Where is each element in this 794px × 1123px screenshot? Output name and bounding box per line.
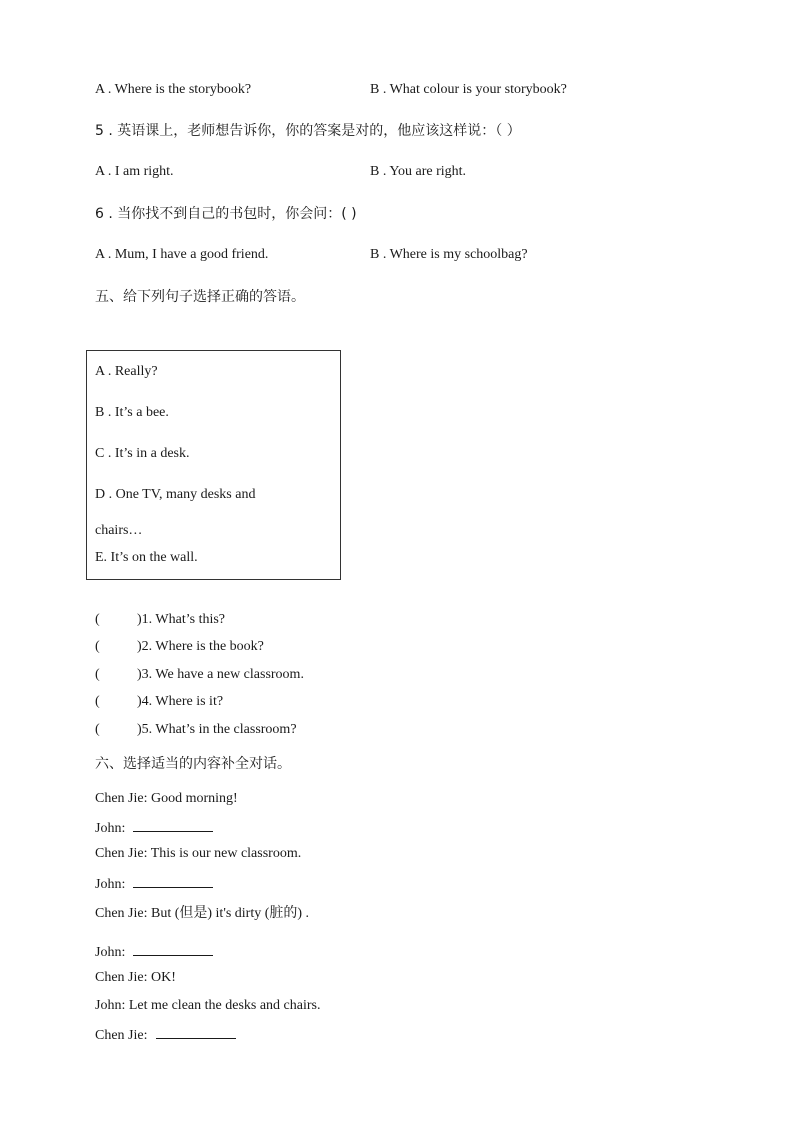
q4-option-a: A . Where is the storybook? [95,82,252,97]
answer-paren: ( [95,639,100,654]
q6-question: 6 . 当你找不到自己的书包时，你会问：( ) [95,206,357,222]
dialog-line-2 [95,817,213,838]
speaker-label: John: [95,945,126,960]
q5-option-b: B . You are right. [370,164,467,179]
match-item-text: )2. Where is the book? [137,639,264,654]
match-item-text: )4. Where is it? [137,694,224,709]
match-item-text: )1. What’s this? [137,612,226,627]
dialog-line-5: Chen Jie: But (但是) it's dirty (脏的) . [95,906,310,921]
answer-paren: ( [95,722,100,737]
answer-option-c: C . It’s in a desk. [95,446,190,461]
answer-paren: ( [95,694,100,709]
answer-option-d: D . One TV, many desks and [95,487,256,502]
answer-blank[interactable] [133,817,213,832]
answer-paren: ( [95,612,100,627]
answer-option-e: E. It’s on the wall. [95,550,198,565]
match-item-text: )5. What’s in the classroom? [137,722,297,737]
answer-option-b: B . It’s a bee. [95,405,169,420]
q6-option-b: B . Where is my schoolbag? [370,247,528,262]
match-item-1 [95,611,225,629]
answer-option-a: A . Really? [95,364,158,379]
speaker-label: Chen Jie: [95,1028,148,1043]
dialog-line-6 [95,941,213,962]
dialog-line-7: Chen Jie: OK! [95,970,176,985]
match-item-3 [95,666,304,684]
dialog-line-8: John: Let me clean the desks and chairs. [95,998,321,1013]
speaker-label: John: [95,821,126,836]
match-item-2 [95,638,264,656]
dialog-line-3: Chen Jie: This is our new classroom. [95,846,302,861]
answer-blank[interactable] [156,1024,236,1039]
match-item-5 [95,721,297,739]
q6-option-a: A . Mum, I have a good friend. [95,247,269,262]
answer-paren: ( [95,667,100,682]
answer-blank[interactable] [133,941,213,956]
answer-options-box [86,350,341,580]
match-item-4 [95,693,223,711]
speaker-label: John: [95,877,126,892]
dialog-line-4 [95,873,213,894]
q5-option-a: A . I am right. [95,164,174,179]
q5-question: 5 . 英语课上，老师想告诉你，你的答案是对的，他应该这样说：（ ） [95,123,521,139]
answer-option-d-cont: chairs… [95,523,143,538]
dialog-line-1: Chen Jie: Good morning! [95,791,238,806]
answer-blank[interactable] [133,873,213,888]
section5-title: 五、给下列句子选择正确的答语。 [95,289,305,305]
dialog-line-9 [95,1024,236,1045]
match-item-text: )3. We have a new classroom. [137,667,304,682]
q4-option-b: B . What colour is your storybook? [370,82,567,97]
section6-title: 六、选择适当的内容补全对话。 [95,756,291,772]
